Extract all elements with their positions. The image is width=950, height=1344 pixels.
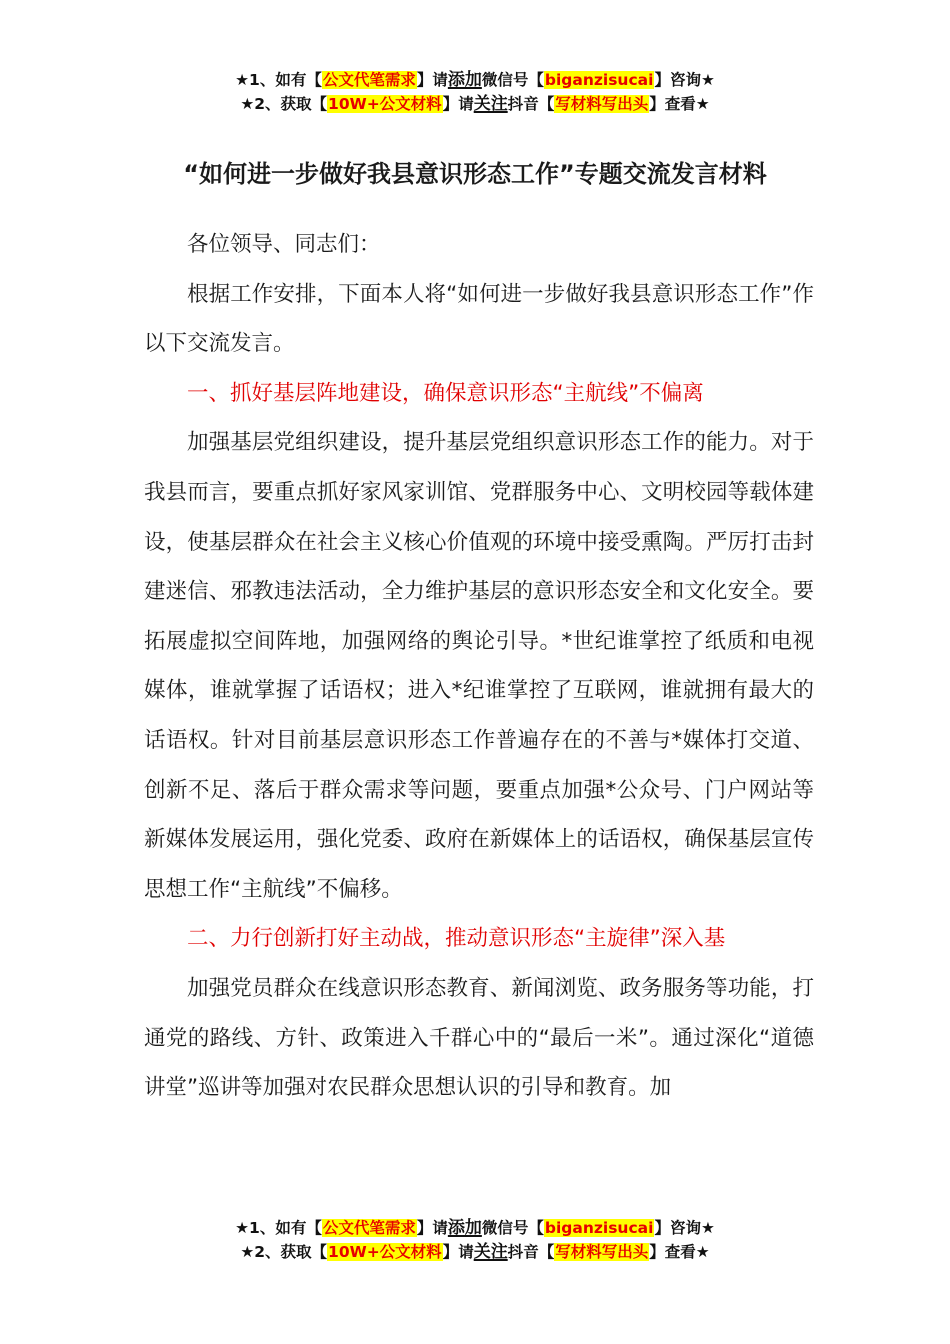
banner-highlight: 10W+公文材料 <box>328 1243 442 1261</box>
banner-underline: 添加 <box>447 1218 482 1238</box>
footer-banner <box>0 1216 950 1264</box>
banner-text: 】查看★ <box>649 95 710 113</box>
banner-text: ★1、如有【 <box>235 71 322 89</box>
banner-highlight: 写材料写出头 <box>555 1243 649 1261</box>
salutation: 各位领导、同志们： <box>187 232 381 257</box>
banner-highlight: 公文代笔需求 <box>322 71 416 89</box>
document-body <box>144 220 814 1113</box>
banner-highlight: biganzisucai <box>544 1219 654 1237</box>
banner-text: 】请 <box>416 1219 448 1237</box>
banner-text: 微信号【 <box>481 1219 544 1237</box>
banner-text: 】查看★ <box>649 1243 710 1261</box>
banner-highlight: 公文代笔需求 <box>322 1219 416 1237</box>
banner-line-2 <box>0 92 950 116</box>
banner-line-2 <box>0 1240 950 1264</box>
banner-underline: 关注 <box>473 1242 508 1262</box>
banner-text: 抖音【 <box>507 95 555 113</box>
header-banner <box>0 68 950 116</box>
document-title: “如何进一步做好我县意识形态工作”专题交流发言材料 <box>183 160 767 188</box>
body-paragraph-1: 加强基层党组织建设，提升基层党组织意识形态工作的能力。对于我县而言，要重点抓好家风家训馆、党群服务中心、文明校园等载体建设，使基层群众在社会主义核心价值观的环境中接受熏陶。严厉打击封建迷信、邪教违法活动，全力维护基层的意识形态安全和文化安全。要拓展虚拟空间阵地，加强网络的舆论引导。*世纪谁掌控了纸质和电视媒体，谁就掌握了话语权；进入*纪谁掌控了互联网，谁就拥有最大的话语权。针对目前基层意识形态工作普遍存在的不善与*媒体打交道、创新不足、落后于群众需求等问题，要重点加强*公众号、门户网站等新媒体发展运用，强化党委、政府在新媒体上的话语权，确保基层宣传思想工作“主航线”不偏移。 <box>144 430 814 902</box>
banner-text: 】请 <box>416 71 448 89</box>
banner-line-1 <box>0 68 950 92</box>
banner-text: ★2、获取【 <box>240 1243 328 1261</box>
banner-text: 抖音【 <box>507 1243 555 1261</box>
banner-text: 】咨询★ <box>654 1219 715 1237</box>
section-heading-1: 一、抓好基层阵地建设，确保意识形态“主航线”不偏离 <box>187 380 704 406</box>
banner-text: 】请 <box>442 1243 474 1261</box>
intro-paragraph: 根据工作安排，下面本人将“如何进一步做好我县意识形态工作”作以下交流发言。 <box>144 281 814 357</box>
banner-text: ★1、如有【 <box>235 1219 322 1237</box>
banner-highlight: 10W+公文材料 <box>328 95 442 113</box>
banner-highlight: 写材料写出头 <box>555 95 649 113</box>
banner-underline: 关注 <box>473 94 508 114</box>
banner-text: 】咨询★ <box>654 71 715 89</box>
banner-line-1 <box>0 1216 950 1240</box>
banner-underline: 添加 <box>447 70 482 90</box>
banner-text: 】请 <box>442 95 474 113</box>
banner-text: ★2、获取【 <box>240 95 328 113</box>
banner-text: 微信号【 <box>481 71 544 89</box>
section-heading-2: 二、力行创新打好主动战，推动意识形态“主旋律”深入基 <box>187 926 726 952</box>
body-paragraph-2: 加强党员群众在线意识形态教育、新闻浏览、政务服务等功能，打通党的路线、方针、政策进入千群心中的“最后一米”。通过深化“道德讲堂”巡讲等加强对农民群众思想认识的引导和教育。加 <box>144 975 814 1101</box>
banner-highlight: biganzisucai <box>544 71 654 89</box>
